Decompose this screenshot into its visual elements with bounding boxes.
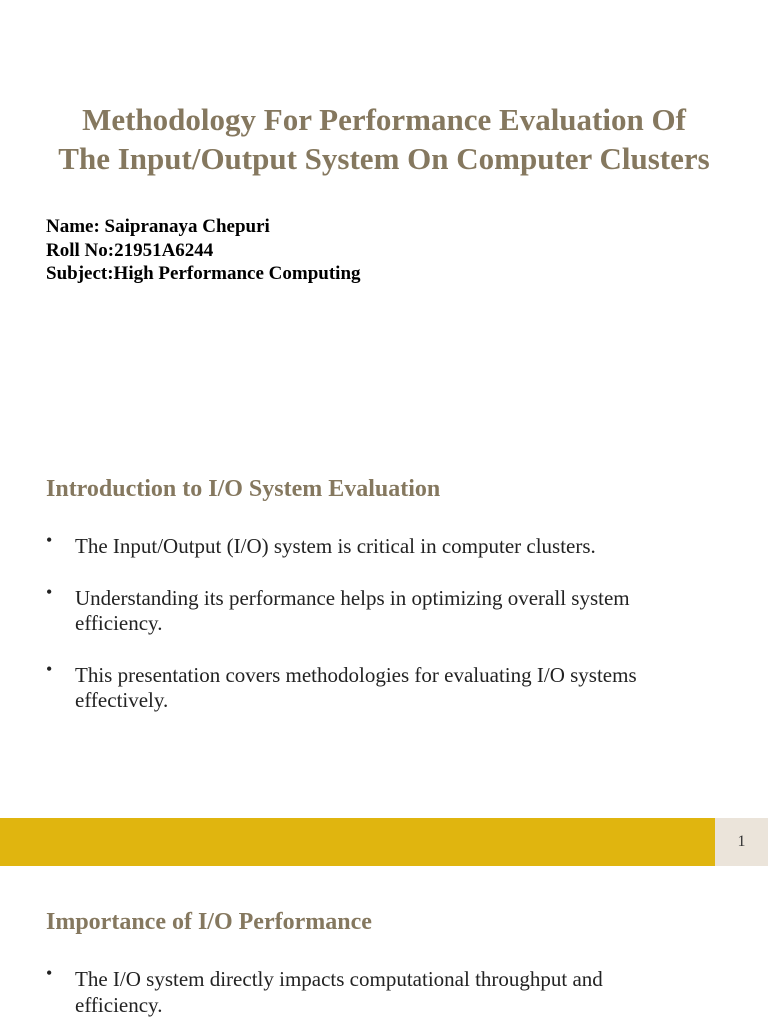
section-heading-importance: Importance of I/O Performance (46, 909, 372, 935)
bullet-icon: • (46, 963, 53, 983)
list-item (46, 658, 686, 714)
bullet-text: The Input/Output (I/O) system is critical in computer clusters. (75, 534, 596, 558)
bullet-icon: • (46, 658, 53, 679)
author-name: Name: Saipranaya Chepuri (46, 216, 270, 237)
bullet-icon: • (46, 581, 53, 602)
footer-accent-band (0, 818, 715, 866)
list-item (46, 963, 686, 1018)
list-item (46, 530, 686, 560)
introduction-bullet-list (46, 530, 686, 714)
page-number: 1 (737, 833, 746, 850)
page-number-box (715, 818, 768, 866)
roll-number: Roll No:21951A6244 (46, 239, 214, 261)
bullet-text: This presentation covers methodologies for evaluating I/O systems effectively. (75, 662, 637, 712)
list-item (46, 581, 686, 637)
subject: Subject:High Performance Computing (46, 263, 361, 284)
bullet-text: The I/O system directly impacts computational throughput and efficiency. (75, 967, 603, 1017)
bullet-text: Understanding its performance helps in optimizing overall system efficiency. (75, 585, 630, 635)
bullet-icon: • (46, 530, 53, 550)
section-heading-introduction: Introduction to I/O System Evaluation (46, 476, 441, 502)
title-line-1: Methodology For Performance Evaluation Of (82, 102, 686, 137)
author-info (46, 215, 361, 286)
importance-bullet-list (46, 963, 686, 1018)
document-title (0, 100, 768, 178)
title-line-2: The Input/Output System On Computer Clusters (58, 141, 710, 176)
